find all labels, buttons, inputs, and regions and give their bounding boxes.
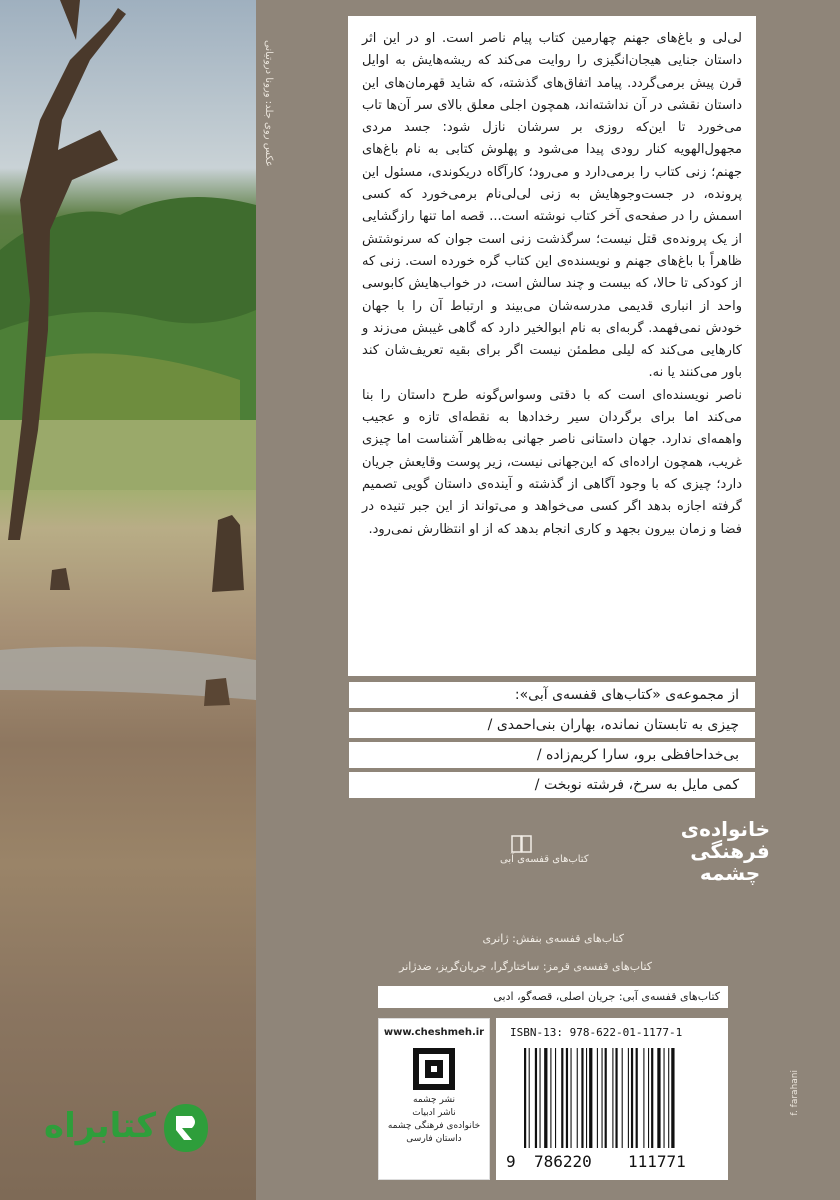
- barcode-bar: [671, 1048, 674, 1148]
- tree-landscape-illustration: [0, 0, 256, 1200]
- barcode-bar: [540, 1048, 541, 1148]
- barcode-bar: [648, 1048, 649, 1148]
- barcode-bar: [664, 1048, 665, 1148]
- isbn-text: ISBN-13: 978-622-01-1177-1: [510, 1026, 683, 1039]
- barcode-bar: [524, 1048, 526, 1148]
- barcode-digit: 9: [506, 1152, 516, 1171]
- barcode-bar: [636, 1048, 638, 1148]
- barcode-card: [496, 1018, 728, 1180]
- barcode-group: 786220: [534, 1152, 592, 1171]
- publisher-logo: [680, 817, 770, 885]
- publisher-line: نشر چشمه: [413, 1095, 455, 1105]
- barcode-bar: [612, 1048, 613, 1148]
- barcode-bar: [544, 1048, 547, 1148]
- barcode-bar: [615, 1048, 617, 1148]
- publisher-line: ناشر ادبیات: [412, 1108, 456, 1118]
- barcode-bar: [577, 1048, 578, 1148]
- genre-purple: کتاب‌های قفسه‌ی بنفش: ژانری: [482, 932, 624, 945]
- series-item: چیزی به تابستان نمانده، بهاران بنی‌احمدی /: [348, 711, 756, 739]
- blurb-paragraph-1: لی‌لی و باغ‌های جهنم چهارمین کتاب پیام ناصر است. او در این اثر داستان جنایی هیجان‌انگیزی را روایت می‌کند که ریشه‌هایش به اوایل قرن پیش برمی‌گردد. پیامد اتفاق‌های گذشته، که شاید قهرمان‌های این داستان نقشی در آن نداشته‌اند، همچون اجلی معلق بالای سر آن‌ها تاب می‌خورد تا این‌که روزی بر سرشان نازل شود: جسد مردی مجهول‌الهویه کنار رودی پیدا می‌شود و پهلوش کتابی به نام باغ‌های جهنم؛ زنی کتاب را برمی‌دارد و می‌رود؛ کارآگاه دریکوندی، مسئول این پرونده، در جست‌وجوهایش به زنی لی‌لی‌نام برمی‌خورد که کسی اسمش را در صفحه‌ی آخر کتاب نوشته است... قصه اما تنها رازگشایی از یک پرونده‌ی قتل نیست؛ سرگذشت زنی است جوان که سرنوشتش ظاهراً با باغ‌های جهنم و نویسنده‌ی این کتاب گره خورده است. زنی که از کودکی تا حالا، که بیست و چند سالش است، در خواب‌هایش کابوسی واحد از انباری قدیمی مدرسه‌شان می‌بیند و ارتباط آن را با جهان خودش نمی‌فهمد. گربه‌ای به نام ابوالخیر دارد که گاهی غیبش می‌زند و کارهایی می‌کند که لیلی مطمئن نیست اگر برای بقیه تعریف‌شان کند باور می‌کنند یا نه.: [362, 31, 742, 381]
- barcode-bar: [555, 1048, 556, 1148]
- barcode-bar: [535, 1048, 537, 1148]
- cover-photo: [0, 0, 256, 1200]
- blurb-paragraph-2: ناصر نویسنده‌ای است که با دقتی وسواس‌گونه طرح داستان را بنا می‌کند اما برای برگردان سیر رخدادها به نقطه‌ای تازه و عجیب واهمه‌ای ندارد. جهان داستانی ناصر جهانی به‌ظاهر آشناست اما چیزی غریب، همچون اراده‌ای که این‌جهانی نیست، زیر پوست وقایعش جریان دارد؛ چیزی که با وجود آگاهی از گذشته و آینده‌ی داستان گویی تصمیم گرفته اجازه بدهد اگر کسی می‌خواهد و می‌تواند از این جبر تنیده در فضا و زمان بیرون بجهد و کاری انجام بدهد که از او انتظارش نمی‌رود.: [362, 387, 742, 537]
- series-heading: از مجموعه‌ی «کتاب‌های قفسه‌ی آبی»:: [348, 681, 756, 709]
- barcode-bar: [561, 1048, 563, 1148]
- genre-red: کتاب‌های قفسه‌ی قرمز: ساختارگرا، جریان‌گریز، ضدژانر: [399, 960, 652, 973]
- series-item: کمی مایل به سرخ، فرشته نوبخت /: [348, 771, 756, 799]
- barcode-bar: [589, 1048, 592, 1148]
- ketabrah-watermark: [44, 1098, 214, 1158]
- publisher-card: [378, 1018, 490, 1180]
- imprint-label: کتاب‌های قفسه‌ی آبی: [500, 854, 589, 865]
- barcode-bar: [668, 1048, 669, 1148]
- publisher-line: داستان فارسی: [406, 1134, 462, 1144]
- genre-blue: کتاب‌های قفسه‌ی آبی: جریان اصلی، قصه‌گو، ادبی: [378, 986, 728, 1008]
- barcode-bar: [566, 1048, 568, 1148]
- barcode-bar: [631, 1048, 633, 1148]
- barcode-bar: [550, 1048, 551, 1148]
- publisher-url: www.cheshmeh.ir: [383, 1027, 485, 1038]
- book-shelf-icon: [494, 832, 554, 872]
- barcode-bar: [602, 1048, 603, 1148]
- barcode-bar: [581, 1048, 583, 1148]
- barcode-bars: [524, 1048, 714, 1150]
- barcode-bar: [571, 1048, 572, 1148]
- barcode-group: 111771: [628, 1152, 686, 1171]
- ketabrah-logo-icon: [162, 1102, 210, 1154]
- barcode-bar: [657, 1048, 660, 1148]
- publisher-logo-line: چشمه: [699, 861, 761, 885]
- series-item: بی‌خداحافظی برو، سارا کریم‌زاده /: [348, 741, 756, 769]
- barcode-bar: [643, 1048, 644, 1148]
- publisher-logo-line: خانواده‌ی: [680, 817, 770, 841]
- publisher-logo-line: فرهنگی: [690, 839, 770, 863]
- watermark-text: کتابراه: [44, 1106, 157, 1146]
- barcode-bar: [651, 1048, 653, 1148]
- cheshmeh-seal-icon: [411, 1046, 457, 1092]
- cover-photo-credit: عکس روی جلد: ورونا دروتیانی: [263, 40, 274, 167]
- barcode-bar: [622, 1048, 623, 1148]
- barcode-bar: [529, 1048, 530, 1148]
- barcode-bar: [605, 1048, 607, 1148]
- barcode-bar: [586, 1048, 587, 1148]
- publisher-line: خانواده‌ی فرهنگی چشمه: [387, 1121, 481, 1131]
- designer-credit: f. farahani: [790, 1070, 800, 1116]
- book-blurb: [348, 16, 756, 676]
- barcode-bar: [628, 1048, 629, 1148]
- barcode-bar: [597, 1048, 598, 1148]
